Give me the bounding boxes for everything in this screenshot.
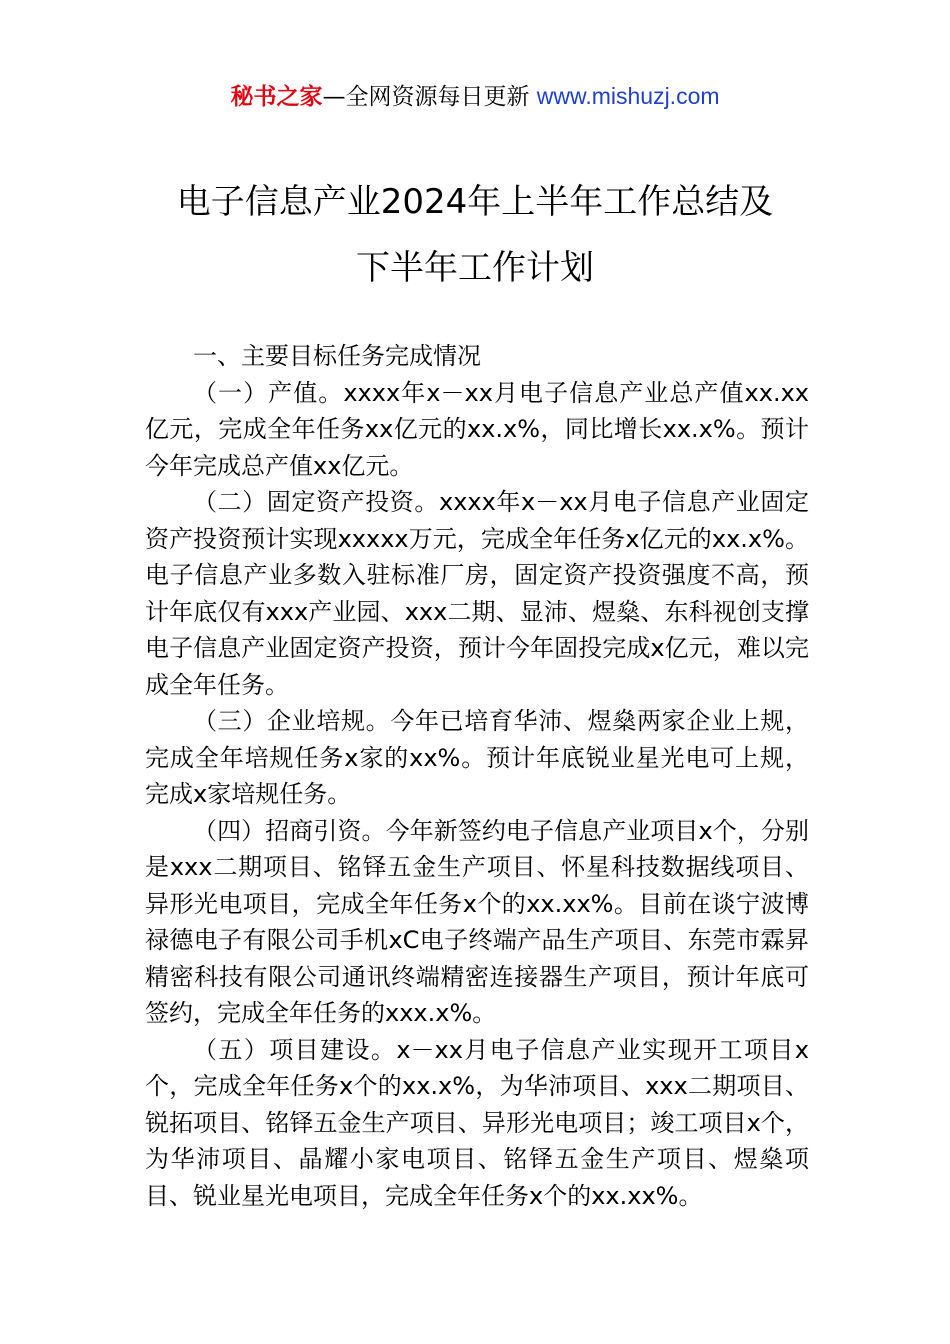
paragraph-fixed-asset-investment: （二）固定资产投资。xxxx年x－xx月电子信息产业固定资产投资预计实现xxxxx万元，完成全年任务x亿元的xx.x%。电子信息产业多数入驻标准厂房，固定资产投资强度不高，预计年底仅有xxx产业园、xxx二期、显沛、煜燊、东科视创支撑电子信息产业固定资产投资，预计今年固投完成x亿元，难以完成全年任务。 — [145, 488, 809, 699]
site-header — [0, 80, 950, 113]
document-title-line-1: 电子信息产业2024年上半年工作总结及 — [176, 182, 774, 222]
paragraph-enterprise-cultivation: （三）企业培规。今年已培育华沛、煜燊两家企业上规，完成全年培规任务x家的xx%。预计年底锐业星光电可上规，完成x家培规任务。 — [145, 707, 809, 808]
site-url-link[interactable]: www.mishuzj.com — [536, 83, 720, 109]
document-title-line-2: 下半年工作计划 — [356, 248, 594, 288]
document-body — [145, 338, 809, 1214]
site-slogan: —全网资源每日更新 — [322, 84, 537, 110]
section-heading: 一、主要目标任务完成情况 — [193, 342, 481, 370]
paragraph-project-construction: （五）项目建设。x－xx月电子信息产业实现开工项目x个，完成全年任务x个的xx.x%，为华沛项目、xxx二期项目、锐拓项目、铭铎五金生产项目、异形光电项目；竣工项目x个，为华沛项目、晶耀小家电项目、铭铎五金生产项目、煜燊项目、锐业星光电项目，完成全年任务x个的xx.xx%。 — [145, 1035, 809, 1210]
paragraph-investment-promotion: （四）招商引资。今年新签约电子信息产业项目x个，分别是xxx二期项目、铭铎五金生产项目、怀星科技数据线项目、异形光电项目，完成全年任务x个的xx.xx%。目前在谈宁波博禄德电子有限公司手机xC电子终端产品生产项目、东莞市霖昇精密科技有限公司通讯终端精密连接器生产项目，预计年底可签约，完成全年任务的xxx.x%。 — [145, 816, 809, 1027]
site-brand: 秘书之家 — [230, 84, 323, 110]
paragraph-output-value: （一）产值。xxxx年x－xx月电子信息产业总产值xx.xx亿元，完成全年任务xx亿元的xx.x%，同比增长xx.x%。预计今年完成总产值xx亿元。 — [145, 378, 809, 480]
